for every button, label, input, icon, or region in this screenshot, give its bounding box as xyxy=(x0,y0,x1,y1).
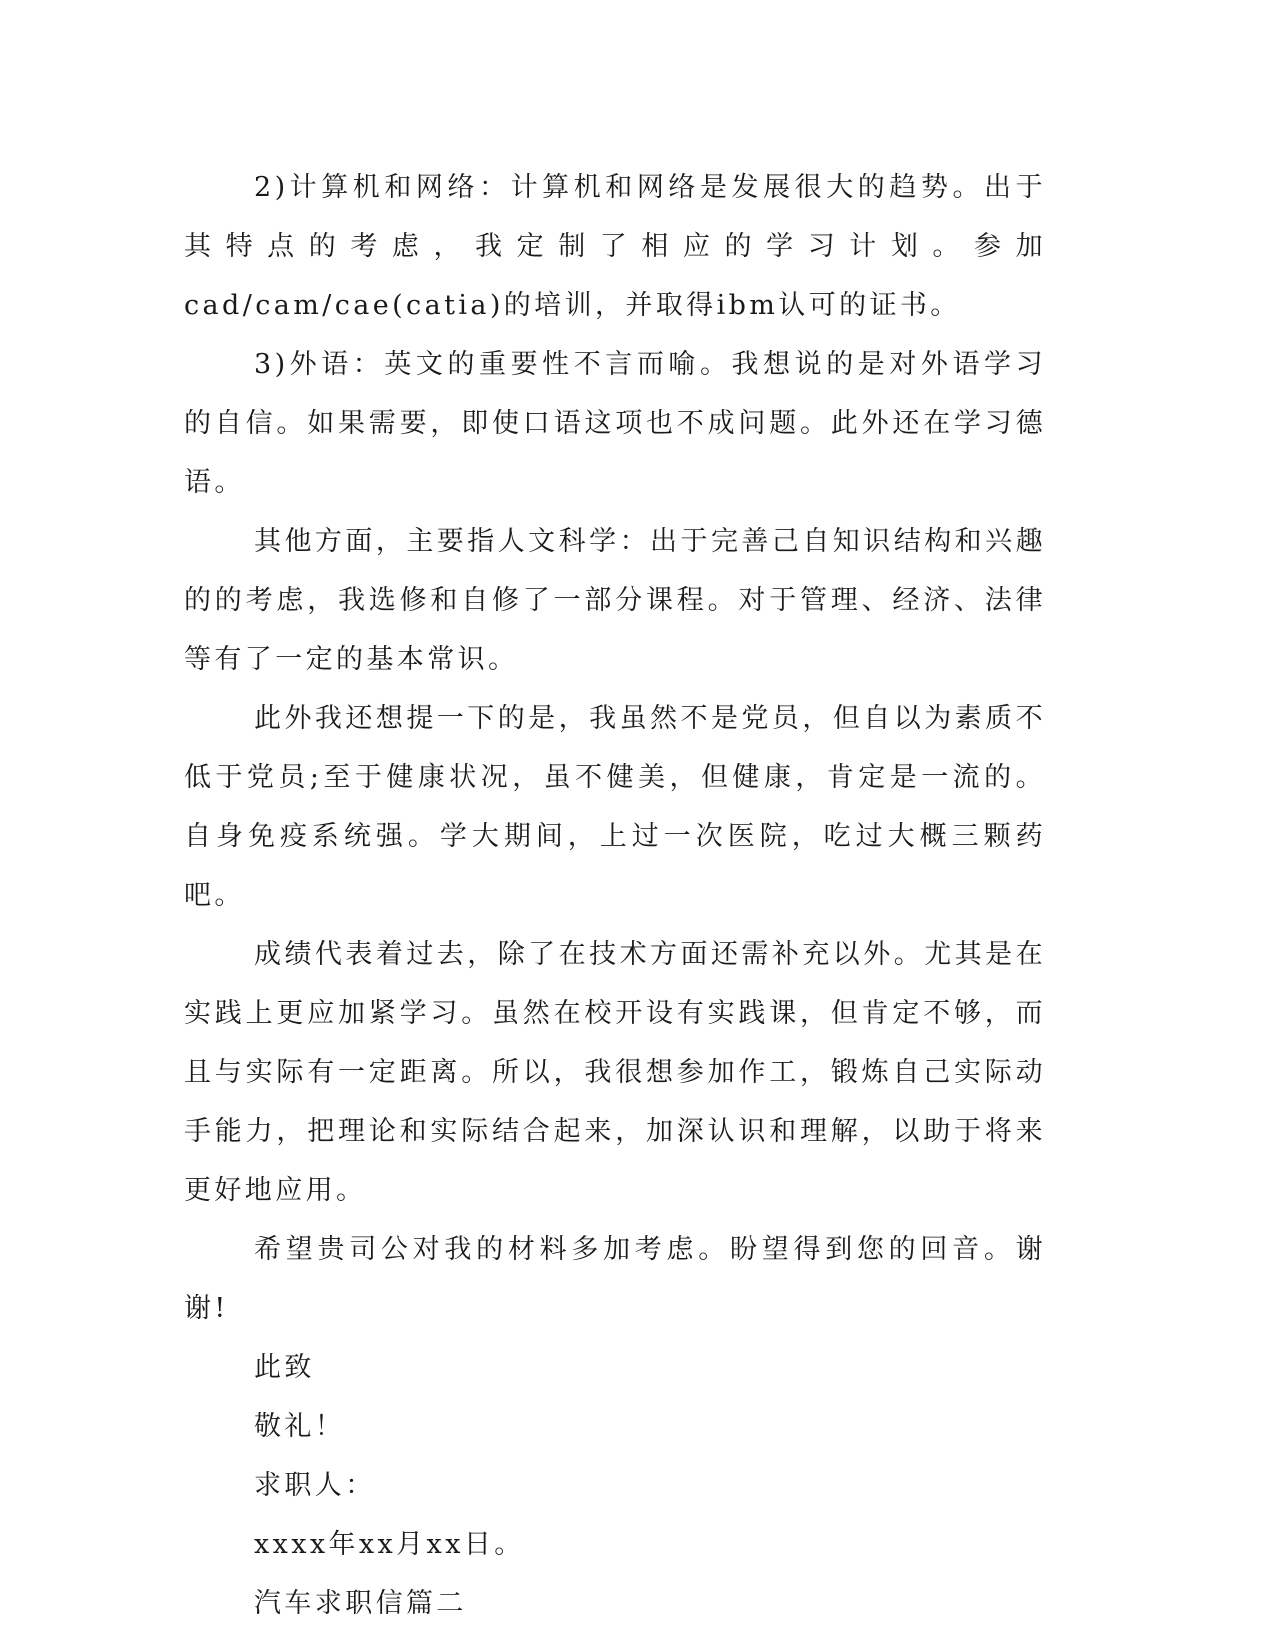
paragraph-humanities: 其他方面，主要指人文科学：出于完善己自知识结构和兴趣的的考虑，我选修和自修了一部分课程。对于管理、经济、法律等有了一定的基本常识。 xyxy=(184,526,1046,675)
closing-salutation: 此致 xyxy=(254,1352,315,1383)
paragraph-health: 此外我还想提一下的是，我虽然不是党员，但自以为素质不低于党员;至于健康状况，虽不健美，但健康，肯定是一流的。自身免疫系统强。学大期间，上过一次医院，吃过大概三颗药吧。 xyxy=(184,703,1046,911)
paragraph-foreign-language: 3)外语：英文的重要性不言而喻。我想说的是对外语学习的自信。如果需要，即使口语这项也不成问题。此外还在学习德语。 xyxy=(184,349,1046,498)
letter-body xyxy=(184,158,1046,1633)
closing-regards: 敬礼！ xyxy=(254,1411,346,1442)
paragraph-hope: 希望贵司公对我的材料多加考虑。盼望得到您的回音。谢谢! xyxy=(184,1234,1046,1324)
next-section-heading: 汽车求职信篇二 xyxy=(254,1588,467,1619)
paragraph-practice: 成绩代表着过去，除了在技术方面还需补充以外。尤其是在实践上更应加紧学习。虽然在校开设有实践课，但肯定不够，而且与实际有一定距离。所以，我很想参加作工，锻炼自己实际动手能力，把理论和实际结合起来，加深认识和理解，以助于将来更好地应用。 xyxy=(184,939,1046,1206)
letter-date: xxxx年xx月xx日。 xyxy=(254,1529,525,1560)
applicant-label: 求职人： xyxy=(254,1470,376,1501)
paragraph-computer-network: 2)计算机和网络：计算机和网络是发展很大的趋势。出于其特点的考虑，我定制了相应的学习计划。参加cad/cam/cae(catia)的培训，并取得ibm认可的证书。 xyxy=(184,172,1046,321)
